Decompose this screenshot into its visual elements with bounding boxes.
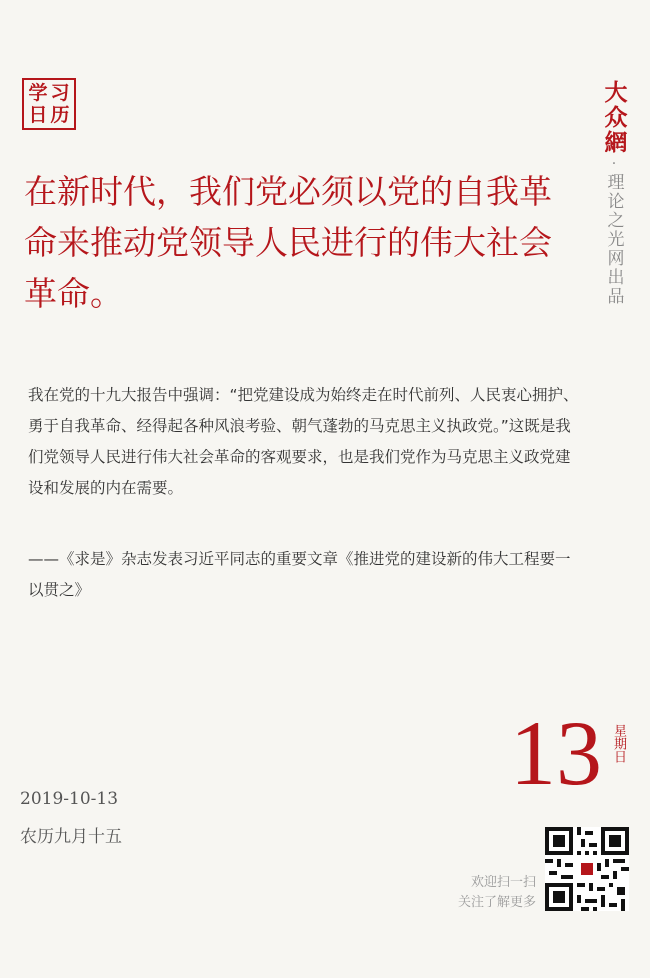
gregorian-date: 2019-10-13 — [20, 789, 119, 809]
logo-char: 历 — [50, 104, 70, 126]
qr-code[interactable] — [545, 827, 629, 911]
scan-prompt-line: 关注了解更多 — [457, 895, 536, 910]
weekday-label: 星期日 — [611, 724, 626, 763]
logo-char: 日 — [28, 104, 48, 126]
brand-subtitle: 理论之光网出品 — [603, 173, 624, 306]
brand-column — [596, 80, 632, 306]
day-number: 13 — [510, 702, 602, 804]
scan-prompt-line: 欢迎扫一扫 — [470, 875, 536, 890]
brand-separator: · — [611, 156, 617, 172]
headline-quote: 在新时代，我们党必须以党的自我革命来推动党领导人民进行的伟大社会革命。 — [24, 172, 552, 313]
body-quote: 我在党的十九大报告中强调：“把党建设成为始终走在时代前列、人民衷心拥护、勇于自我革命、经得起各种风浪考验、朝气蓬勃的马克思主义执政党。”这既是我们党领导人民进行伟大社会革命的客观要求，也是我们党作为马克思主义政党建设和发展的内在需要。 — [28, 386, 579, 497]
logo-char: 学 — [28, 82, 48, 104]
study-calendar-logo — [22, 78, 76, 130]
lunar-date: 农历九月十五 — [20, 827, 122, 847]
logo-char: 习 — [50, 82, 70, 104]
dzw-logo: 大众網 — [600, 80, 628, 155]
scan-prompt — [440, 873, 536, 913]
source-citation: ——《求是》杂志发表习近平同志的重要文章《推进党的建设新的伟大工程要一以贯之》 — [28, 550, 571, 599]
